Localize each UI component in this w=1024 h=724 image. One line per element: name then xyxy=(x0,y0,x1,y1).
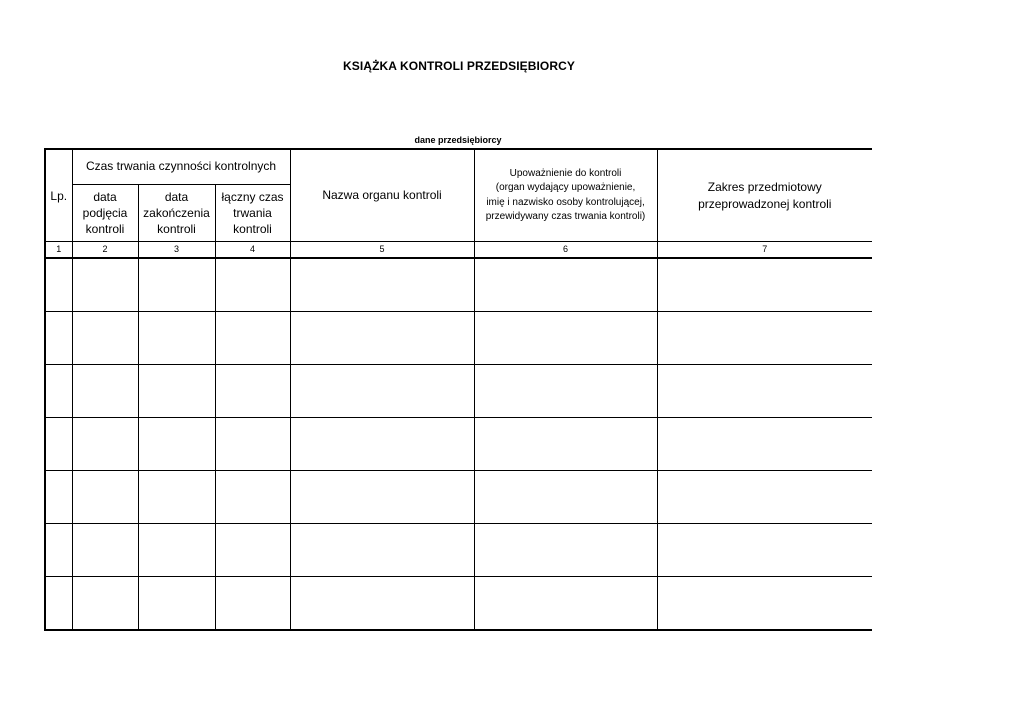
header-total-time: łączny czas trwania kontroli xyxy=(215,185,290,242)
table-row xyxy=(45,418,872,471)
table-cell[interactable] xyxy=(657,312,872,365)
table-cell[interactable] xyxy=(657,471,872,524)
column-number: 6 xyxy=(474,242,657,259)
column-numbers-row xyxy=(45,242,872,259)
header-authorization: Upoważnienie do kontroli (organ wydający upoważnienie, imię i nazwisko osoby kontrolującej, przewidywany czas trwania kontroli) xyxy=(474,149,657,242)
table-cell[interactable] xyxy=(290,365,474,418)
table-cell[interactable] xyxy=(72,524,138,577)
table-cell[interactable] xyxy=(474,471,657,524)
table-cell[interactable] xyxy=(45,312,72,365)
table-cell[interactable] xyxy=(474,312,657,365)
table-cell[interactable] xyxy=(72,258,138,312)
table-cell[interactable] xyxy=(45,524,72,577)
table-cell[interactable] xyxy=(138,418,215,471)
table-cell[interactable] xyxy=(474,524,657,577)
table-cell[interactable] xyxy=(72,312,138,365)
table-cell[interactable] xyxy=(138,365,215,418)
header-scope: Zakres przedmiotowy przeprowadzonej kontroli xyxy=(657,149,872,242)
company-data-label: dane przedsiębiorcy xyxy=(414,135,502,145)
table-cell[interactable] xyxy=(138,577,215,631)
header-start-date: data podjęcia kontroli xyxy=(72,185,138,242)
column-number: 1 xyxy=(45,242,72,259)
table-row xyxy=(45,365,872,418)
table-cell[interactable] xyxy=(45,365,72,418)
table-cell[interactable] xyxy=(290,577,474,631)
column-number: 3 xyxy=(138,242,215,259)
table-row xyxy=(45,312,872,365)
table-cell[interactable] xyxy=(215,577,290,631)
column-number: 2 xyxy=(72,242,138,259)
table-cell[interactable] xyxy=(290,312,474,365)
table-cell[interactable] xyxy=(215,258,290,312)
column-number: 7 xyxy=(657,242,872,259)
document-title: KSIĄŻKA KONTROLI PRZEDSIĘBIORCY xyxy=(343,59,575,73)
header-authority: Nazwa organu kontroli xyxy=(290,149,474,242)
column-number: 4 xyxy=(215,242,290,259)
inspection-log-table xyxy=(44,148,872,631)
table-cell[interactable] xyxy=(138,471,215,524)
table-cell[interactable] xyxy=(657,258,872,312)
table-cell[interactable] xyxy=(45,418,72,471)
table-cell[interactable] xyxy=(290,258,474,312)
table-cell[interactable] xyxy=(72,365,138,418)
table-cell[interactable] xyxy=(138,312,215,365)
table-cell[interactable] xyxy=(474,577,657,631)
table-cell[interactable] xyxy=(290,418,474,471)
table-row xyxy=(45,471,872,524)
table-cell[interactable] xyxy=(657,524,872,577)
table-cell[interactable] xyxy=(138,524,215,577)
table-cell[interactable] xyxy=(290,524,474,577)
table-cell[interactable] xyxy=(45,471,72,524)
table-cell[interactable] xyxy=(45,258,72,312)
table-cell[interactable] xyxy=(215,418,290,471)
table-cell[interactable] xyxy=(215,365,290,418)
table-cell[interactable] xyxy=(290,471,474,524)
table-row xyxy=(45,258,872,312)
header-row-1 xyxy=(45,149,872,185)
table-cell[interactable] xyxy=(72,471,138,524)
table-cell[interactable] xyxy=(657,577,872,631)
table-cell[interactable] xyxy=(45,577,72,631)
header-end-date: data zakończenia kontroli xyxy=(138,185,215,242)
table-cell[interactable] xyxy=(657,418,872,471)
table-cell[interactable] xyxy=(474,258,657,312)
table-row xyxy=(45,524,872,577)
table-row xyxy=(45,577,872,631)
table-cell[interactable] xyxy=(138,258,215,312)
table-cell[interactable] xyxy=(72,418,138,471)
column-number: 5 xyxy=(290,242,474,259)
header-duration-group: Czas trwania czynności kontrolnych xyxy=(72,149,290,185)
table-cell[interactable] xyxy=(215,471,290,524)
table-cell[interactable] xyxy=(215,524,290,577)
table-cell[interactable] xyxy=(474,365,657,418)
table-cell[interactable] xyxy=(474,418,657,471)
table-cell[interactable] xyxy=(72,577,138,631)
table-cell[interactable] xyxy=(657,365,872,418)
header-lp: Lp. xyxy=(45,149,72,242)
table-cell[interactable] xyxy=(215,312,290,365)
